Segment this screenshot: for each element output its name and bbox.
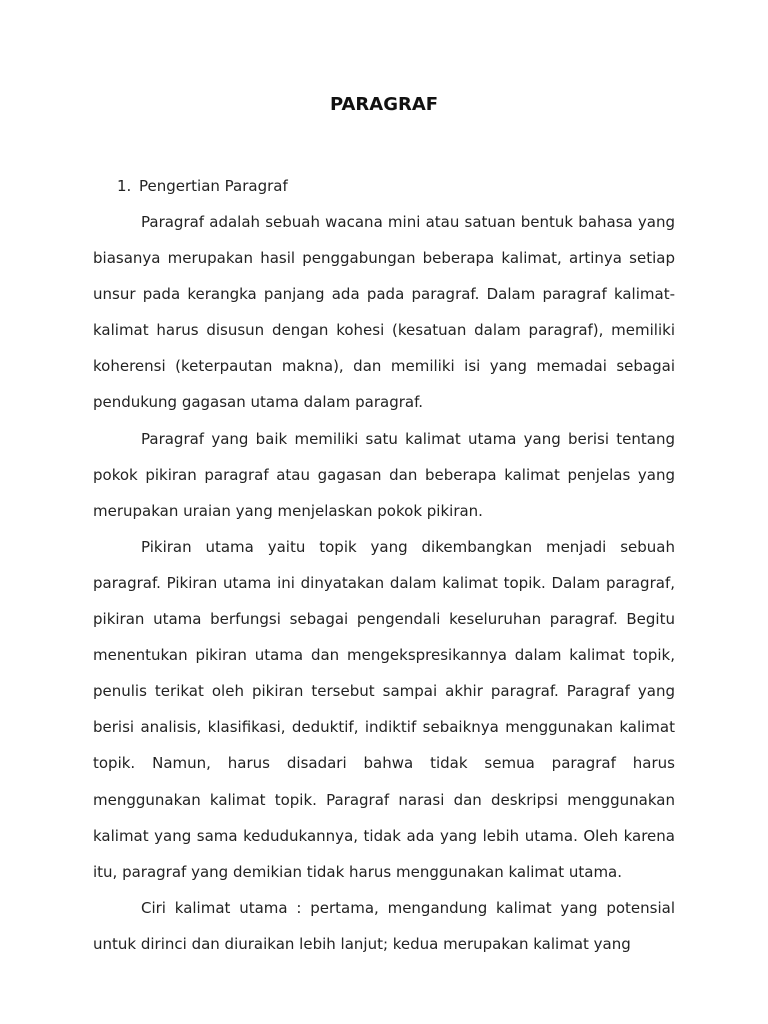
document-body [93, 204, 675, 962]
document-title: PARAGRAF [329, 94, 439, 115]
section-heading [117, 175, 288, 197]
section-heading-text: Pengertian Paragraf [139, 177, 288, 195]
paragraph-2: Paragraf yang baik memiliki satu kalimat utama yang berisi tentang pokok pikiran paragraf atau gagasan dan beberapa kalimat penjelas yang merupakan uraian yang menjelaskan pokok pikiran. [93, 429, 675, 520]
paragraph-4: Ciri kalimat utama : pertama, mengandung kalimat yang potensial untuk dirinci dan diuraikan lebih lanjut; kedua merupakan kalimat yang [93, 898, 675, 953]
section-number: 1. [117, 177, 132, 195]
paragraph-3: Pikiran utama yaitu topik yang dikembangkan menjadi sebuah paragraf. Pikiran utama ini dinyatakan dalam kalimat topik. Dalam paragraf, pikiran utama berfungsi sebagai pengendali keseluruhan paragraf. Begitu menentukan pikiran utama dan mengekspresikannya dalam kalimat topik, penulis terikat oleh pikiran tersebut sampai akhir paragraf. Paragraf yang berisi analisis, klasifikasi, deduktif, indiktif sebaiknya menggunakan kalimat topik. Namun, harus disadari bahwa tidak semua paragraf harus menggunakan kalimat topik. Paragraf narasi dan deskripsi menggunakan kalimat yang sama kedudukannya, tidak ada yang lebih utama. Oleh karena itu, paragraf yang demikian tidak harus menggunakan kalimat utama. [93, 537, 675, 881]
paragraph-1: Paragraf adalah sebuah wacana mini atau satuan bentuk bahasa yang biasanya merupakan hasil penggabungan beberapa kalimat, artinya setiap unsur pada kerangka panjang ada pada paragraf. Dalam paragraf kalimat-kalimat harus disusun dengan kohesi (kesatuan dalam paragraf), memiliki koherensi (keterpautan makna), dan memiliki isi yang memadai sebagai pendukung gagasan utama dalam paragraf. [93, 213, 675, 412]
